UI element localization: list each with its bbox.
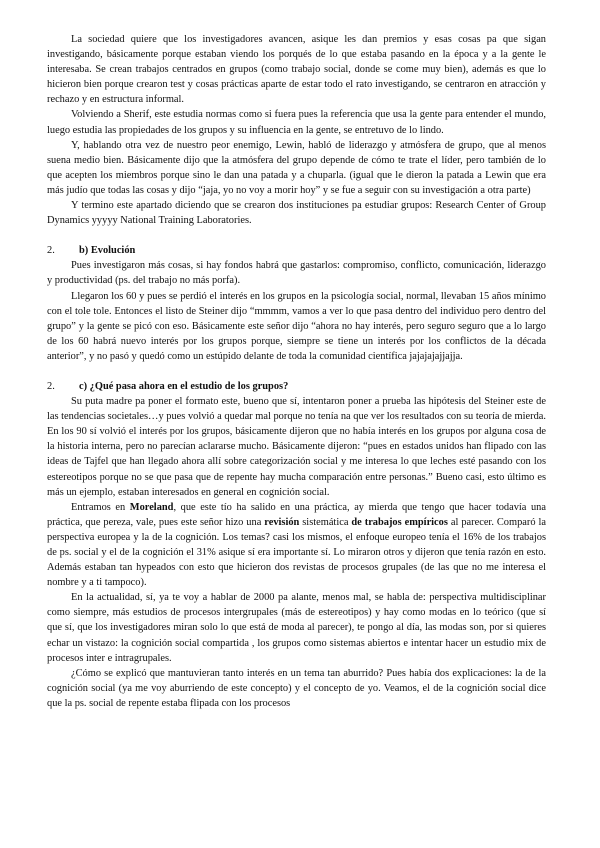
paragraph: Y termino este apartado diciendo que se crearon dos instituciones pa estudiar grupos: Research Center of Group Dynamics yyyyy National Training Laboratories. bbox=[47, 200, 546, 227]
bold-term-trabajos-empiricos: de trabajos empíricos bbox=[351, 516, 448, 528]
section-title: b) Evolución bbox=[79, 245, 136, 257]
paragraph: Pues investigaron más cosas, si hay fondos habrá que gastarlos: compromiso, conflicto, comunicación, liderazgo y productividad (ps. del trabajo no más porfa). bbox=[47, 260, 546, 287]
section-title: c) ¿Qué pasa ahora en el estudio de los grupos? bbox=[79, 380, 289, 392]
section-heading-que-pasa-ahora bbox=[47, 379, 546, 394]
bold-term-revision: revisión bbox=[264, 516, 300, 528]
paragraph: Su puta madre pa poner el formato este, bueno que sí, intentaron poner a prueba las hipótesis del Steiner este de las tendencias societales…y pues volvió a quedar mal porque no tenía na que ver los resultados con su teoría de mierda. En los 90 sí volvió el interés por los grupos, básicamente dijeron que no había interés en los grupos por alguna cosa de la historia interna, pero no parecían aclararse mucho. Básicamente dijeron: “pues en estados unidos han flipado con las ideas de Tajfel que han llegado ahora allí sobre categorización social y me interesa lo que leches esté pasando con los estereotipos porque no se que pasa que de repente hay mucha comparación entre personas.” Bueno casi, esto último es más un ejemplo, estaban interesados en general en cognición social. bbox=[47, 396, 546, 498]
section-number: 2. bbox=[47, 380, 55, 392]
spacer bbox=[47, 228, 546, 243]
text-run: , que este tío ha salido en una práctica, ay mierda que tengo que hacer todavía una práctica, que pereza, vale, pues este señor hizo una bbox=[47, 501, 546, 528]
paragraph-moreland bbox=[47, 500, 546, 591]
paragraph: Volviendo a Sherif, este estudia normas como si fuera pues la referencia que usa la gente para entender el mundo, luego estudia las propiedades de los grupos y su influencia en la gente, se entretuvo de lo lindo. bbox=[47, 109, 546, 136]
bold-term-moreland: Moreland bbox=[129, 501, 174, 513]
section-number: 2. bbox=[47, 245, 55, 257]
paragraph: En la actualidad, sí, ya te voy a hablar de 2000 pa alante, menos mal, se habla de: perspectiva multidisciplinar como siempre, más estudios de procesos intergrupales (más de estereotipos) y hay como modas en lo teórico (que sí que sí, que los investigadores miran solo lo que está de moda al parecer), te pongo al día, las modas son, por si quieres echar un vistazo: la cognición social compartida , los grupos como sistemas abiertos e intentar hacer un estudio mix de procesos inter e intragrupales. bbox=[47, 592, 546, 664]
spacer bbox=[47, 364, 546, 379]
text-run: al parecer. Comparó la perspectiva europea y la de la cognición. Los temas? casi los mismos, el enfoque europeo tenía el 16% de los trabajos de ps. social y el de la cognición el 31% asique sí era importante sí. Lo miraron otros y dijeron que tenía razón en esto. Además estaban tan hypeados con esto que hicieron dos revistas de procesos grupales (de las que no me interesa el nombre y a ti tampoco). bbox=[47, 516, 546, 589]
section-heading-evolucion bbox=[47, 243, 546, 258]
paragraph: Llegaron los 60 y pues se perdió el interés en los grupos en la psicología social, normal, llevaban 15 años mínimo con el tole tole. Entonces el listo de Steiner dijo “mmmm, vamos a ver lo que pasa dentro del individuo pero dentro del grupo” y la gente se picó con eso. Básicamente este señor dijo “ahora no hay interés, pero seguro seguro que a lo largo de los 60 habrá nuevo interés por los grupos porque, siempre se tiene un interés por los conflictos de la década anterior”, y no pasó y quedó como un estúpido delante de toda la comunidad científica jajajajajjajja. bbox=[47, 290, 546, 362]
paragraph: Y, hablando otra vez de nuestro peor enemigo, Lewin, habló de liderazgo y atmósfera de grupo, que al menos suena medio bien. Básicamente dijo que la atmósfera del grupo depende de cómo te trate el líder, pero también de lo que acepten los miembros porque sino le dan una patada y a chuparla. (igual que le dieron la patada a Lewin que era más judío que todas las cosas y dijo “jaja, yo no voy a morir hoy” y se fue a seguir con su investigación a otra parte) bbox=[47, 139, 546, 196]
paragraph: La sociedad quiere que los investigadores avancen, asique les dan premios y esas cosas pa que sigan investigando, básicamente porque estaban viendo los porqués de lo que estaba pasando en la época y a la gente le interesaba. Se crean trabajos centrados en grupos (como trabajo social, donde se come muy bien), además es que lo hicieron bien porque crearon test y cosas prácticas aparte de estar todo el rato investigando, se centraron en atracción y rechazo y en estructura informal. bbox=[47, 34, 546, 106]
paragraph: ¿Cómo se explicó que mantuvieran tanto interés en un tema tan aburrido? Pues había dos explicaciones: la de la cognición social (ya me voy aburriendo de este concepto) y el concepto de yo. Veamos, el de la cognición social dice que la ps. social de repente estaba flipada con los procesos bbox=[47, 667, 546, 709]
text-run: sistemática bbox=[299, 516, 352, 528]
text-run: Entramos en bbox=[71, 501, 130, 513]
